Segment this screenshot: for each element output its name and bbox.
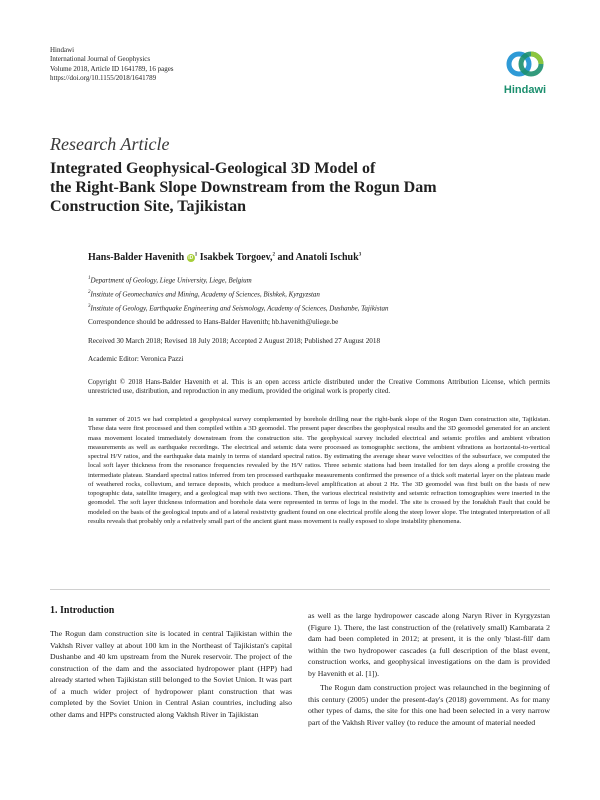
logo-wordmark: Hindawi xyxy=(503,84,547,96)
section-heading: 1. Introduction xyxy=(50,605,115,616)
affiliation-marker: 3 xyxy=(358,252,362,258)
correspondence: Correspondence should be addressed to Hans-Balder Havenith; hb.havenith@uliege.be xyxy=(88,318,339,326)
affiliation-marker: 1 xyxy=(194,252,198,258)
author-name[interactable]: and Anatoli Ischuk xyxy=(277,252,359,263)
affiliation: $^2$Institute of Geomechanics and Mining, Academy of Sciences, Bishkek, Kyrgyzstan xyxy=(88,289,320,299)
volume-info: Volume 2018, Article ID 1641789, 16 pages xyxy=(50,64,174,73)
publication-dates: Received 30 March 2018; Revised 18 July 2018; Accepted 2 August 2018; Published 27 August 2018 xyxy=(88,337,381,345)
affiliation-marker: 2 xyxy=(272,252,276,258)
hindawi-logo-icon xyxy=(505,46,545,82)
paragraph: The Rogun dam construction site is located in central Tajikistan within the Vakhsh River valley at about 100 km in the Northeast of Tajikistan's capital Dushanbe and 40 km upstream from the Nurek reservoir. The project of the construction of the dam and the associated hydropower plant (HPP) had already started when Tajikistan still belonged to the Soviet Union. It was part of a much wider project of hydropower plant construction that was completed by the Soviet Union in Central Asian countries, including also other dams and HPPs constructed along Vakhsh River in Tajikistan xyxy=(50,629,292,719)
academic-editor: Academic Editor: Veronica Pazzi xyxy=(88,355,184,363)
journal-meta xyxy=(50,46,174,83)
title-line: Construction Site, Tajikistan xyxy=(50,198,247,215)
orcid-icon[interactable]: iD xyxy=(188,255,194,261)
title-line: Integrated Geophysical-Geological 3D Model of xyxy=(50,160,376,177)
affiliations xyxy=(88,273,389,314)
intro-left-column xyxy=(50,628,292,720)
affiliation: $^3$Institute of Geology, Earthquake Engineering and Seismology, Academy of Sciences, Dushanbe, Tajikistan xyxy=(88,303,389,312)
publisher-name: Hindawi xyxy=(50,46,75,54)
hindawi-logo xyxy=(498,46,552,96)
doi-link[interactable]: https://doi.org/10.1155/2018/1641789 xyxy=(50,73,157,82)
copyright-notice: Copyright © 2018 Hans-Balder Havenith et al. This is an open access article distributed under the Creative Commons Attribution License, which permits unrestricted use, distribution, and reproduction in any medium, provided the original work is properly cited. xyxy=(88,378,550,396)
author-name[interactable]: Hans-Balder Havenith xyxy=(88,252,185,263)
abstract: In summer of 2015 we had completed a geophysical survey complemented by borehole drilling near the right-bank slope of the Rogun Dam construction site, Tajikistan. These data were first processed and then compiled within a 3D geomodel. The present paper describes the geophysical results and the 3D geomodel generated for an ancient mass movement located immediately downstream from the construction site. The geophysical survey included electrical and seismic profiles and ambient vibration measurements as well as earthquake recordings. The electrical and seismic data were processed as tomographic sections, the ambient vibrations as horizontal-to-vertical spectral H/V ratios, and the earthquake data mainly in terms of standard spectral ratios. By estimating the average shear wave velocities of the subsurface, we computed the local soft layer thickness from the resonance frequencies revealed by the H/V ratios. Three seismic stations had been installed for ten days along a profile crossing the intermediate plateau. Standard spectral ratios inferred from ten processed earthquake measurements confirmed the presence of a thick soft material layer on the plateau made of weathered rocks, colluvium, and terrace deposits, which produce a medium-level amplification at about 2 Hz. The 3D geomodel was first built on the basis of new topographic data, satellite imagery, and a geological map with two sections. Then, the various electrical resistivity and seismic refraction tomographies were inserted in the geomodel. The soft layer thickness information and borehole data were represented in terms of logs in the model. The site is crossed by the Ionakhsh Fault that could be modeled on the basis of the geological inputs and of a lateral resistivity gradient found on one electrical profile along the steep lower slope. The integrated interpretation of all results reveals that probably only a relatively small part of the ancient giant mass movement is really exposed to slope instability phenomena. xyxy=(88,416,550,525)
article-title xyxy=(50,159,550,216)
title-line: the Right-Bank Slope Downstream from the Rogun Dam xyxy=(50,179,437,196)
affiliation: $^1$Department of Geology, Liege University, Liege, Belgium xyxy=(88,276,252,285)
article-type: Research Article xyxy=(50,134,170,154)
journal-name: International Journal of Geophysics xyxy=(50,55,151,64)
author-name[interactable]: Isakbek Torgoev, xyxy=(199,252,273,263)
divider xyxy=(50,589,550,590)
paragraph: as well as the large hydropower cascade along Naryn River in Kyrgyzstan (Figure 1). There, the last construction of the (relatively small) Kambarata 2 dam had been completed in 2012; at present, it is the only 'blast-fill' dam within the two hydropower cascades (a full description of the blast event, construction works, and geophysical investigations on the dam is provided by Havenith et al. [1]). xyxy=(308,611,550,678)
author-list xyxy=(88,252,361,263)
paragraph: The Rogun dam construction project was relaunched in the beginning of this century (2005) under the present-day's (2018) government. As for many other types of dams, the site for this one had been selected in a very narrow part of the Vakhsh River valley (to reduce the amount of material needed xyxy=(308,683,550,727)
intro-right-column xyxy=(308,610,550,728)
